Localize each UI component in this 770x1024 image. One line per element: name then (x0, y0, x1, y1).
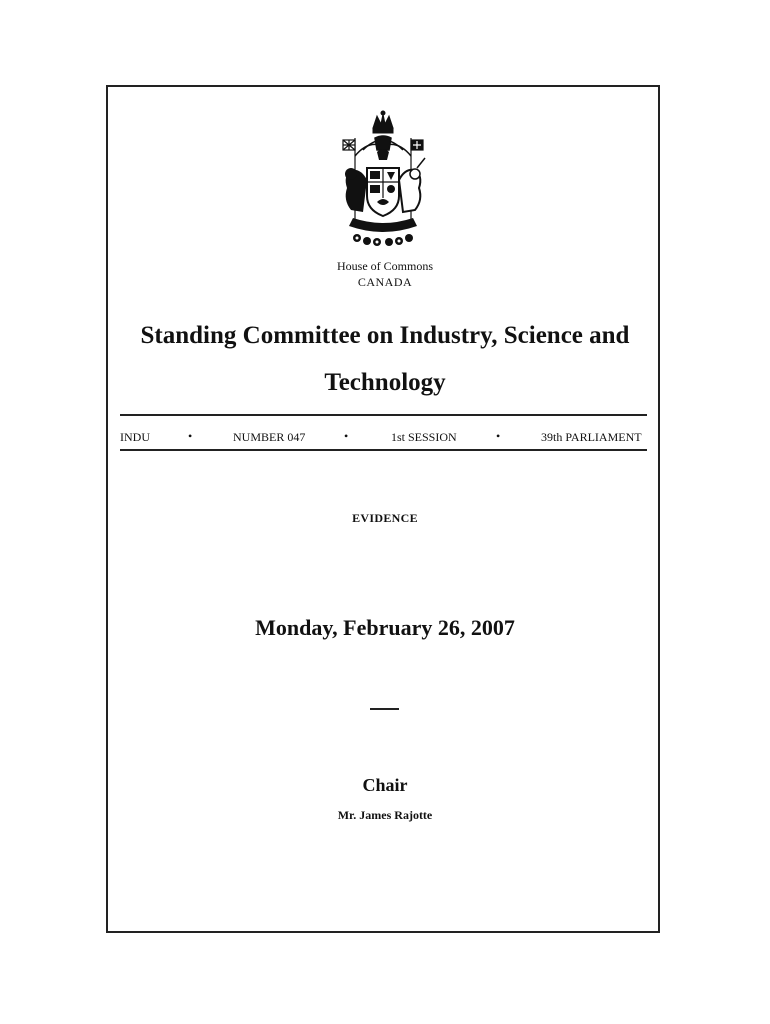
committee-code: INDU (120, 430, 150, 444)
country-name: CANADA (357, 275, 413, 289)
bullet-separator: • (344, 429, 349, 443)
bullet-separator: • (188, 429, 193, 443)
top-rule (120, 414, 647, 416)
house-name: House of Commons (337, 259, 433, 273)
section-separator (370, 708, 399, 710)
bullet-separator: • (496, 429, 501, 443)
session-label: 1st SESSION (391, 430, 457, 444)
meeting-number: NUMBER 047 (233, 430, 306, 444)
committee-title: Standing Committee on Industry, Science and Technology (140, 322, 630, 396)
parliament-label: 39th PARLIAMENT (541, 430, 642, 444)
chair-name: Mr. James Rajotte (337, 808, 433, 822)
chair-heading: Chair (362, 775, 408, 795)
meeting-date: Monday, February 26, 2007 (255, 615, 515, 640)
bottom-rule (120, 449, 647, 451)
coat-of-arms-of-canada-icon (333, 110, 433, 248)
document-type: EVIDENCE (352, 511, 418, 525)
